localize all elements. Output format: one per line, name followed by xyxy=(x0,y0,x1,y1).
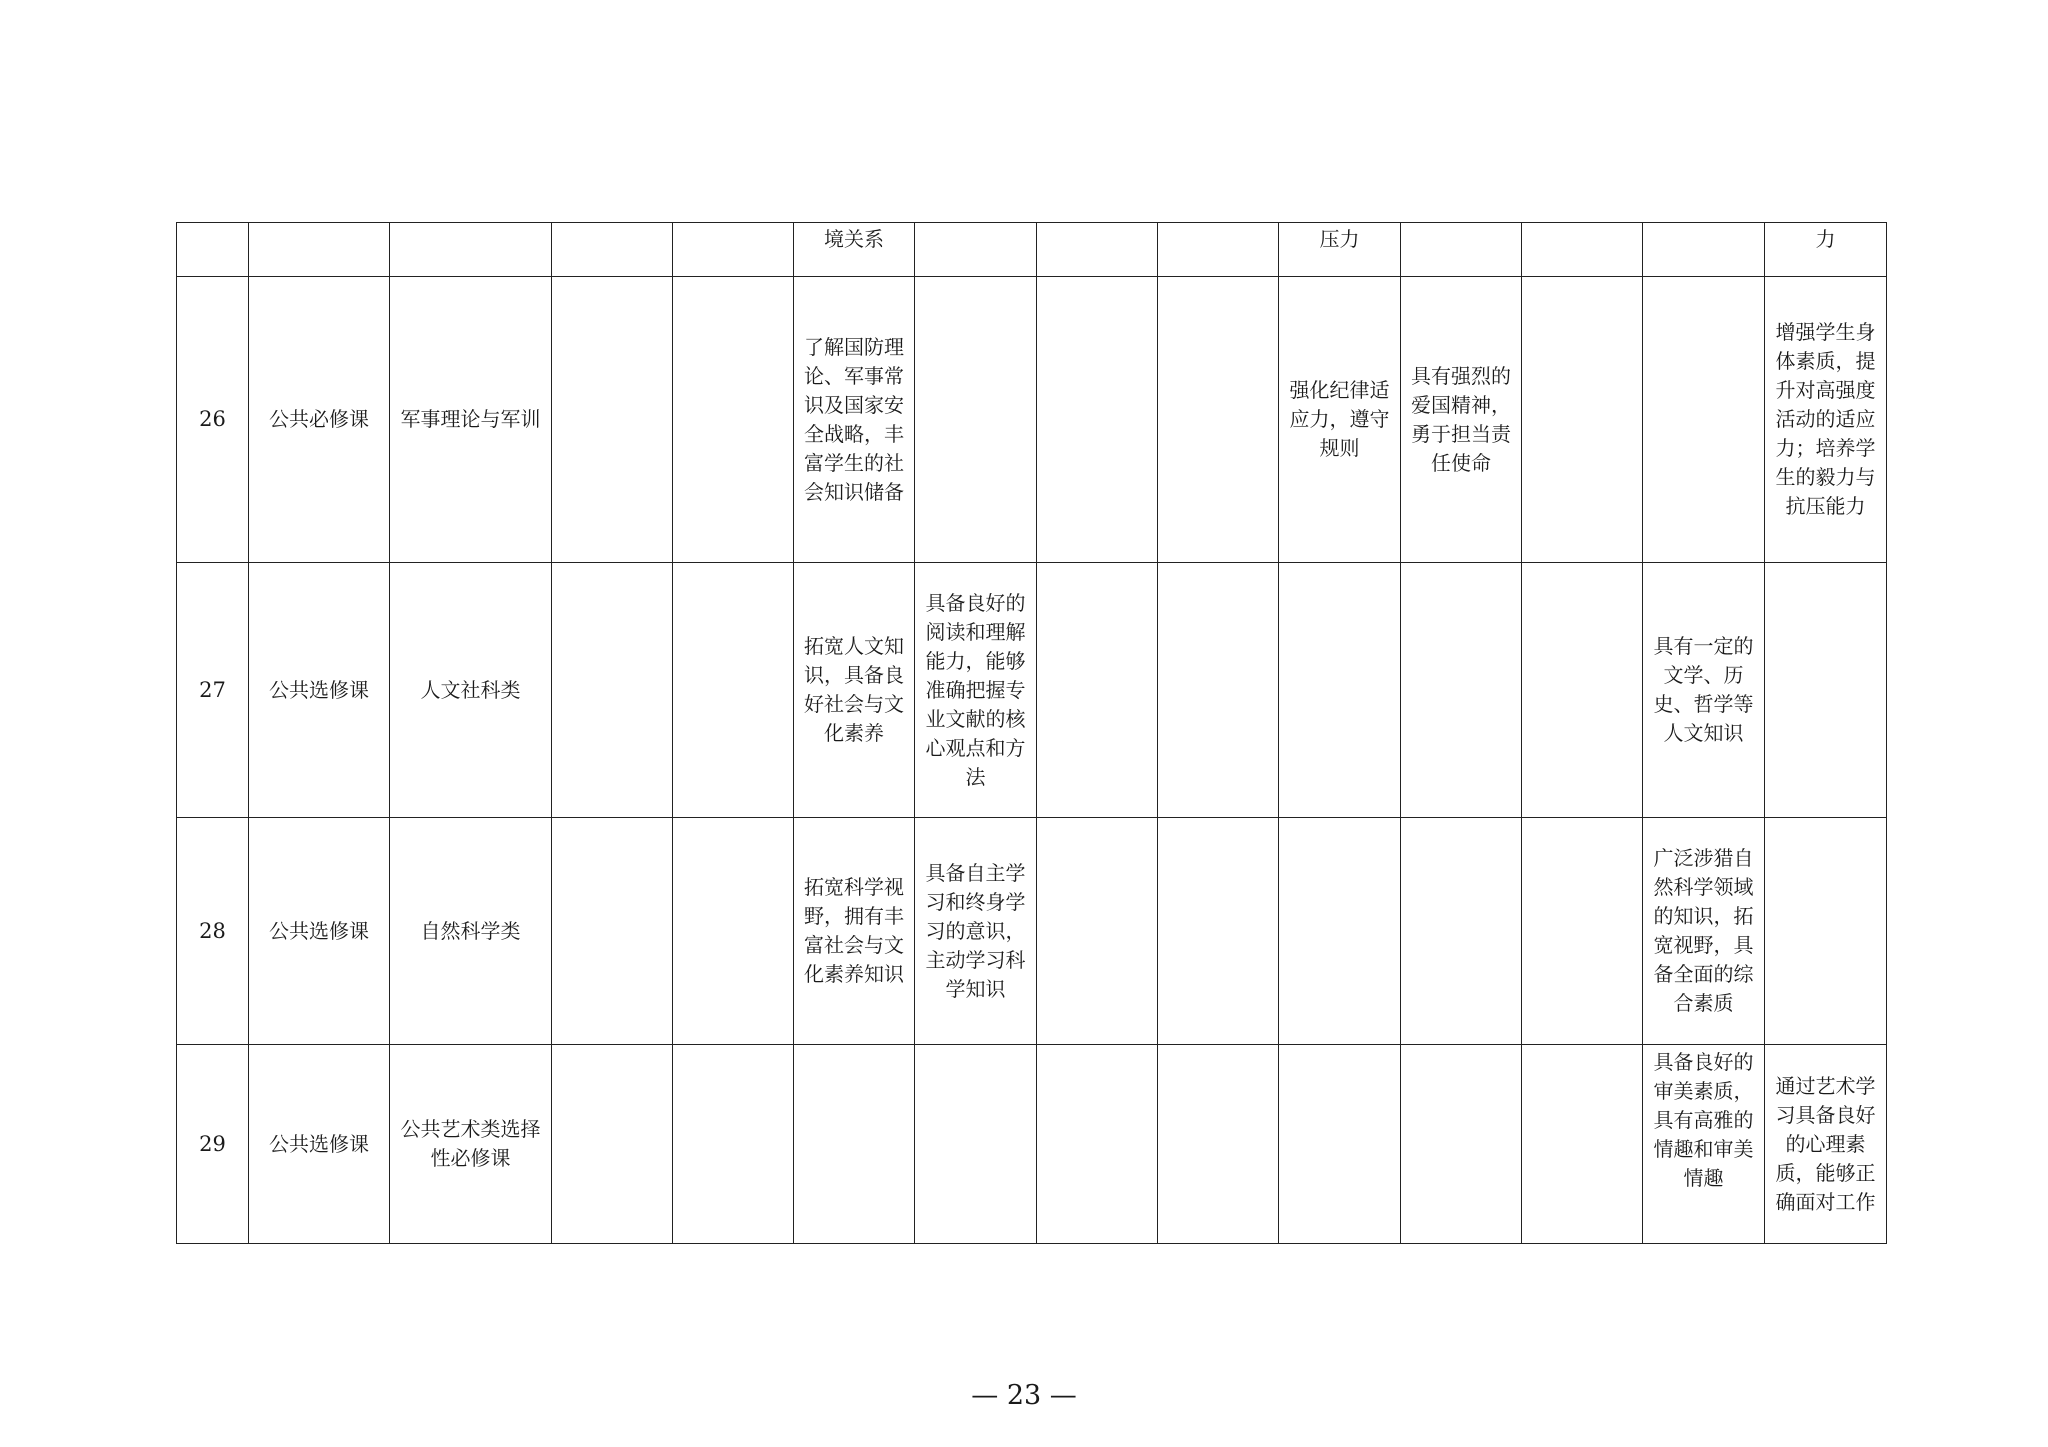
cell-c12 xyxy=(1522,818,1643,1045)
cell-course-type: 公共选修课 xyxy=(249,818,390,1045)
cell-c13: 广泛涉猎自然科学领域的知识，拓宽视野，具备全面的综合素质 xyxy=(1643,818,1765,1045)
cell-c4 xyxy=(552,563,673,818)
cell-c14: 增强学生身体素质，提升对高强度活动的适应力；培养学生的毅力与抗压能力 xyxy=(1765,277,1887,563)
cell-row-number: 27 xyxy=(177,563,249,818)
cell-c8 xyxy=(1037,277,1158,563)
cell-c10 xyxy=(1279,1045,1401,1244)
cell-c12 xyxy=(1522,1045,1643,1244)
cell-empty xyxy=(1158,223,1279,277)
cell-course-name: 军事理论与军训 xyxy=(390,277,552,563)
cell-c5 xyxy=(673,277,794,563)
cell-c5 xyxy=(673,818,794,1045)
cell-row-number: 28 xyxy=(177,818,249,1045)
table-row xyxy=(177,818,1887,1045)
cell-course-type: 公共选修课 xyxy=(249,1045,390,1244)
cell-c10: 强化纪律适应力，遵守规则 xyxy=(1279,277,1401,563)
cell-c9 xyxy=(1158,563,1279,818)
cell-c4 xyxy=(552,277,673,563)
cell-c9 xyxy=(1158,818,1279,1045)
cell-c10: 压力 xyxy=(1279,223,1401,277)
table-row xyxy=(177,563,1887,818)
cell-c14: 力 xyxy=(1765,223,1887,277)
cell-c8 xyxy=(1037,563,1158,818)
table-row-continuation xyxy=(177,223,1887,277)
cell-c7: 具备良好的阅读和理解能力，能够准确把握专业文献的核心观点和方法 xyxy=(915,563,1037,818)
cell-empty xyxy=(1401,223,1522,277)
cell-empty xyxy=(177,223,249,277)
cell-c13: 具有一定的文学、历史、哲学等人文知识 xyxy=(1643,563,1765,818)
cell-c6: 了解国防理论、军事常识及国家安全战略，丰富学生的社会知识储备 xyxy=(794,277,915,563)
cell-c11 xyxy=(1401,818,1522,1045)
cell-c14 xyxy=(1765,563,1887,818)
cell-course-name: 自然科学类 xyxy=(390,818,552,1045)
cell-empty xyxy=(552,223,673,277)
cell-c12 xyxy=(1522,563,1643,818)
cell-c4 xyxy=(552,818,673,1045)
cell-c14 xyxy=(1765,818,1887,1045)
cell-c9 xyxy=(1158,277,1279,563)
cell-c8 xyxy=(1037,818,1158,1045)
cell-c14: 通过艺术学习具备良好的心理素质，能够正确面对工作 xyxy=(1765,1045,1887,1244)
cell-course-name: 人文社科类 xyxy=(390,563,552,818)
cell-c10 xyxy=(1279,563,1401,818)
cell-course-type: 公共必修课 xyxy=(249,277,390,563)
cell-empty xyxy=(390,223,552,277)
cell-empty xyxy=(1037,223,1158,277)
cell-c8 xyxy=(1037,1045,1158,1244)
table-row xyxy=(177,277,1887,563)
cell-c6: 境关系 xyxy=(794,223,915,277)
cell-c6 xyxy=(794,1045,915,1244)
cell-c4 xyxy=(552,1045,673,1244)
cell-c11: 具有强烈的爱国精神，勇于担当责任使命 xyxy=(1401,277,1522,563)
cell-c13: 具备良好的审美素质，具有高雅的情趣和审美情趣 xyxy=(1643,1045,1765,1244)
cell-empty xyxy=(249,223,390,277)
cell-c5 xyxy=(673,563,794,818)
cell-empty xyxy=(673,223,794,277)
cell-c9 xyxy=(1158,1045,1279,1244)
cell-c7: 具备自主学习和终身学习的意识，主动学习科学知识 xyxy=(915,818,1037,1045)
cell-c7 xyxy=(915,1045,1037,1244)
cell-c11 xyxy=(1401,1045,1522,1244)
page-number: — 23 — xyxy=(971,1380,1077,1411)
cell-c11 xyxy=(1401,563,1522,818)
cell-empty xyxy=(915,223,1037,277)
cell-empty xyxy=(1643,223,1765,277)
cell-c10 xyxy=(1279,818,1401,1045)
cell-c5 xyxy=(673,1045,794,1244)
cell-course-name: 公共艺术类选择性必修课 xyxy=(390,1045,552,1244)
table-row xyxy=(177,1045,1887,1244)
cell-row-number: 26 xyxy=(177,277,249,563)
cell-c7 xyxy=(915,277,1037,563)
cell-c12 xyxy=(1522,277,1643,563)
course-competency-table xyxy=(176,222,1887,1244)
cell-c13 xyxy=(1643,277,1765,563)
cell-c6: 拓宽人文知识，具备良好社会与文化素养 xyxy=(794,563,915,818)
cell-c6: 拓宽科学视野，拥有丰富社会与文化素养知识 xyxy=(794,818,915,1045)
cell-empty xyxy=(1522,223,1643,277)
cell-course-type: 公共选修课 xyxy=(249,563,390,818)
cell-row-number: 29 xyxy=(177,1045,249,1244)
